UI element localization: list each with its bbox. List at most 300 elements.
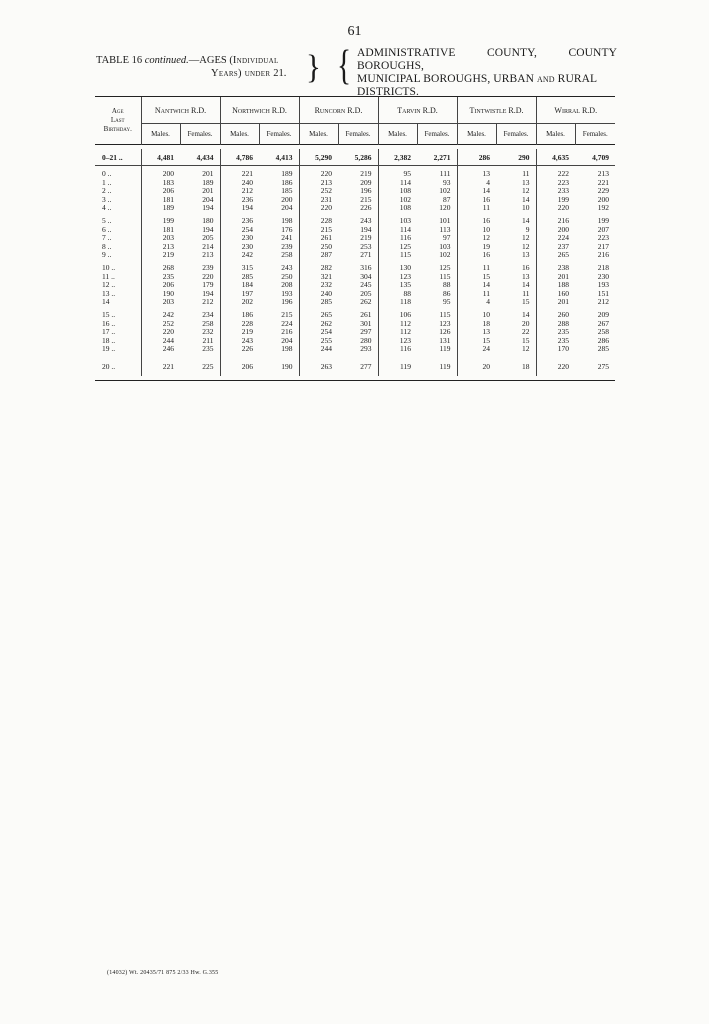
females-cell: 215 <box>360 194 372 204</box>
age-cell: 13 .. <box>95 290 141 299</box>
females-cell: 204 <box>281 335 293 345</box>
males-cell: 252 <box>141 320 180 329</box>
table-row <box>95 298 615 307</box>
males-cell: 116 <box>378 234 417 243</box>
females-cell: 250 <box>281 271 293 281</box>
table-row <box>95 204 615 213</box>
males-cell: 201 <box>536 273 575 282</box>
females-cell: 123 <box>439 318 451 328</box>
females-cell: 194 <box>202 288 214 298</box>
females-cell: 115 <box>439 309 451 319</box>
females-cell: 151 <box>597 288 609 298</box>
age-cell: 3 .. <box>95 196 141 205</box>
males-cell: 240 <box>220 179 259 188</box>
females-cell: 113 <box>439 224 451 234</box>
males-cell: 265 <box>536 251 575 260</box>
females-cell: 189 <box>202 177 214 187</box>
females-cell: 196 <box>281 297 293 307</box>
males-cell: 200 <box>141 170 180 179</box>
age-cell: 19 .. <box>95 345 141 354</box>
district-header-row <box>95 97 615 124</box>
females-cell: 22 <box>522 327 530 337</box>
age-cell: 17 .. <box>95 328 141 337</box>
males-column-header: Males. <box>141 124 180 145</box>
males-cell: 246 <box>141 345 180 354</box>
males-cell: 13 <box>457 328 496 337</box>
females-cell: 258 <box>281 250 293 260</box>
females-cell: 207 <box>597 224 609 234</box>
age-cell: 0–21 .. <box>95 149 141 166</box>
males-cell: 221 <box>141 358 180 376</box>
printer-imprint: (14032) Wt. 20435/71 875 2/33 Hw. G.355 <box>107 970 219 976</box>
age-cell: 1 .. <box>95 179 141 188</box>
males-cell: 160 <box>536 290 575 299</box>
females-cell: 223 <box>597 233 609 243</box>
district-header: Tintwistle R.D. <box>457 97 536 124</box>
table-row <box>95 345 615 354</box>
males-cell: 114 <box>378 179 417 188</box>
males-cell: 4,635 <box>536 149 575 166</box>
males-cell: 119 <box>378 358 417 376</box>
females-cell: 101 <box>439 215 451 225</box>
females-cell: 14 <box>522 215 530 225</box>
females-cell: 12 <box>522 186 530 196</box>
males-cell: 14 <box>457 281 496 290</box>
males-column-header: Males. <box>378 124 417 145</box>
females-cell: 180 <box>202 215 214 225</box>
males-cell: 282 <box>299 264 338 273</box>
males-cell: 10 <box>457 226 496 235</box>
males-cell: 215 <box>299 226 338 235</box>
females-cell: 221 <box>597 177 609 187</box>
females-cell: 229 <box>597 186 609 196</box>
females-cell: 218 <box>597 262 609 272</box>
males-cell: 244 <box>299 345 338 354</box>
males-cell: 252 <box>299 187 338 196</box>
females-cell: 10 <box>522 203 530 213</box>
males-cell: 11 <box>457 204 496 213</box>
males-cell: 112 <box>378 320 417 329</box>
males-cell: 181 <box>141 226 180 235</box>
females-cell: 194 <box>202 224 214 234</box>
females-cell: 234 <box>202 309 214 319</box>
males-column-header: Males. <box>220 124 259 145</box>
males-cell: 220 <box>141 328 180 337</box>
females-cell: 14 <box>522 280 530 290</box>
females-column-header: Females. <box>496 124 536 145</box>
males-cell: 199 <box>141 217 180 226</box>
males-cell: 232 <box>299 281 338 290</box>
males-cell: 233 <box>536 187 575 196</box>
males-cell: 240 <box>299 290 338 299</box>
females-cell: 5,286 <box>338 149 378 166</box>
females-cell: 194 <box>360 224 372 234</box>
males-cell: 221 <box>220 170 259 179</box>
females-cell: 119 <box>439 344 451 354</box>
females-cell: 201 <box>202 169 214 178</box>
females-cell: 239 <box>202 262 214 272</box>
males-cell: 265 <box>299 311 338 320</box>
females-cell: 126 <box>439 327 451 337</box>
males-cell: 244 <box>141 337 180 346</box>
females-column-header: Females. <box>417 124 457 145</box>
males-cell: 88 <box>378 290 417 299</box>
females-cell: 209 <box>360 177 372 187</box>
males-cell: 261 <box>299 234 338 243</box>
age-cell: 5 .. <box>95 217 141 226</box>
females-cell: 193 <box>281 288 293 298</box>
males-cell: 235 <box>536 328 575 337</box>
males-cell: 287 <box>299 251 338 260</box>
females-cell: 97 <box>443 233 451 243</box>
females-cell: 297 <box>360 327 372 337</box>
females-cell: 14 <box>522 194 530 204</box>
males-cell: 206 <box>220 358 259 376</box>
females-cell: 2,271 <box>417 149 457 166</box>
females-cell: 11 <box>522 169 530 178</box>
age-cell: 0 .. <box>95 170 141 179</box>
females-cell: 280 <box>360 335 372 345</box>
males-cell: 112 <box>378 328 417 337</box>
males-cell: 213 <box>141 243 180 252</box>
district-header: Runcorn R.D. <box>299 97 378 124</box>
males-cell: 228 <box>220 320 259 329</box>
males-cell: 254 <box>220 226 259 235</box>
females-cell: 12 <box>522 233 530 243</box>
males-cell: 286 <box>457 149 496 166</box>
females-cell: 258 <box>597 327 609 337</box>
age-cell: 9 .. <box>95 251 141 260</box>
males-cell: 190 <box>141 290 180 299</box>
males-cell: 4 <box>457 179 496 188</box>
males-cell: 228 <box>299 217 338 226</box>
females-cell: 209 <box>597 309 609 319</box>
males-cell: 15 <box>457 337 496 346</box>
males-cell: 242 <box>141 311 180 320</box>
males-column-header: Males. <box>536 124 575 145</box>
males-column-header: Males. <box>457 124 496 145</box>
district-header: Tarvin R.D. <box>378 97 457 124</box>
age-cell: 20 .. <box>95 358 141 376</box>
males-cell: 203 <box>141 298 180 307</box>
females-cell: 219 <box>360 169 372 178</box>
females-cell: 120 <box>439 203 451 213</box>
males-cell: 18 <box>457 320 496 329</box>
males-cell: 183 <box>141 179 180 188</box>
females-cell: 4,709 <box>575 149 615 166</box>
males-cell: 4,786 <box>220 149 259 166</box>
females-cell: 14 <box>522 309 530 319</box>
males-cell: 188 <box>536 281 575 290</box>
females-cell: 205 <box>202 233 214 243</box>
age-cell: 2 .. <box>95 187 141 196</box>
table-row <box>95 251 615 260</box>
females-cell: 111 <box>439 169 451 178</box>
females-cell: 225 <box>202 361 214 371</box>
males-cell: 315 <box>220 264 259 273</box>
males-cell: 5,290 <box>299 149 338 166</box>
males-cell: 220 <box>536 204 575 213</box>
females-cell: 226 <box>360 203 372 213</box>
males-cell: 15 <box>457 273 496 282</box>
males-cell: 223 <box>536 179 575 188</box>
males-cell: 212 <box>220 187 259 196</box>
males-cell: 24 <box>457 345 496 354</box>
females-cell: 213 <box>597 169 609 178</box>
males-cell: 135 <box>378 281 417 290</box>
females-cell: 204 <box>202 194 214 204</box>
females-cell: 179 <box>202 280 214 290</box>
males-cell: 226 <box>220 345 259 354</box>
males-cell: 199 <box>536 196 575 205</box>
males-cell: 103 <box>378 217 417 226</box>
females-cell: 176 <box>281 224 293 234</box>
males-cell: 201 <box>536 298 575 307</box>
males-cell: 186 <box>220 311 259 320</box>
females-cell: 190 <box>281 361 293 371</box>
females-cell: 245 <box>360 280 372 290</box>
males-cell: 108 <box>378 187 417 196</box>
age-cell: 15 .. <box>95 311 141 320</box>
females-cell: 275 <box>597 361 609 371</box>
males-cell: 255 <box>299 337 338 346</box>
males-cell: 108 <box>378 204 417 213</box>
males-cell: 114 <box>378 226 417 235</box>
males-cell: 216 <box>536 217 575 226</box>
opening-brace: { <box>337 43 352 89</box>
age-column-header: Age Last Birthday. <box>95 97 141 145</box>
males-cell: 16 <box>457 251 496 260</box>
females-cell: 208 <box>281 280 293 290</box>
females-cell: 239 <box>281 241 293 251</box>
males-cell: 115 <box>378 251 417 260</box>
females-cell: 196 <box>360 186 372 196</box>
males-cell: 321 <box>299 273 338 282</box>
males-cell: 123 <box>378 273 417 282</box>
females-column-header: Females. <box>259 124 299 145</box>
females-cell: 230 <box>597 271 609 281</box>
females-cell: 243 <box>360 215 372 225</box>
males-cell: 236 <box>220 196 259 205</box>
females-cell: 103 <box>439 241 451 251</box>
females-cell: 232 <box>202 327 214 337</box>
males-cell: 125 <box>378 243 417 252</box>
males-cell: 20 <box>457 358 496 376</box>
males-cell: 189 <box>141 204 180 213</box>
males-cell: 268 <box>141 264 180 273</box>
females-cell: 194 <box>202 203 214 213</box>
females-cell: 216 <box>597 250 609 260</box>
district-header: Wirral R.D. <box>536 97 615 124</box>
males-cell: 2,382 <box>378 149 417 166</box>
males-cell: 194 <box>220 204 259 213</box>
males-cell: 10 <box>457 311 496 320</box>
males-cell: 106 <box>378 311 417 320</box>
males-cell: 19 <box>457 243 496 252</box>
age-cell: 18 .. <box>95 337 141 346</box>
table-row <box>95 358 615 376</box>
males-cell: 16 <box>457 217 496 226</box>
females-cell: 16 <box>522 262 530 272</box>
males-cell: 11 <box>457 264 496 273</box>
females-cell: 186 <box>281 177 293 187</box>
males-cell: 213 <box>299 179 338 188</box>
males-cell: 203 <box>141 234 180 243</box>
males-column-header: Males. <box>299 124 338 145</box>
females-cell: 131 <box>439 335 451 345</box>
age-cell: 16 .. <box>95 320 141 329</box>
females-cell: 119 <box>439 361 451 371</box>
females-cell: 316 <box>360 262 372 272</box>
females-cell: 286 <box>597 335 609 345</box>
females-cell: 211 <box>202 335 214 345</box>
males-cell: 238 <box>536 264 575 273</box>
females-column-header: Females. <box>575 124 615 145</box>
females-cell: 217 <box>597 241 609 251</box>
females-cell: 267 <box>597 318 609 328</box>
females-cell: 15 <box>522 335 530 345</box>
district-header: Nantwich R.D. <box>141 97 220 124</box>
males-cell: 220 <box>536 358 575 376</box>
females-cell: 212 <box>597 297 609 307</box>
females-cell: 102 <box>439 250 451 260</box>
males-cell: 242 <box>220 251 259 260</box>
females-cell: 261 <box>360 309 372 319</box>
females-cell: 301 <box>360 318 372 328</box>
table-title: TABLE 16 continued.—AGES (Individual Years) under 21. <box>96 55 287 79</box>
females-column-header: Females. <box>338 124 378 145</box>
males-cell: 219 <box>220 328 259 337</box>
males-cell: 230 <box>220 234 259 243</box>
females-cell: 12 <box>522 344 530 354</box>
females-cell: 93 <box>443 177 451 187</box>
females-cell: 192 <box>597 203 609 213</box>
females-cell: 12 <box>522 241 530 251</box>
males-cell: 11 <box>457 290 496 299</box>
page-number: 61 <box>347 24 362 39</box>
females-cell: 125 <box>439 262 451 272</box>
females-cell: 199 <box>597 215 609 225</box>
males-cell: 224 <box>536 234 575 243</box>
females-cell: 212 <box>202 297 214 307</box>
males-cell: 262 <box>299 320 338 329</box>
females-cell: 243 <box>281 262 293 272</box>
females-cell: 204 <box>281 203 293 213</box>
females-cell: 293 <box>360 344 372 354</box>
males-cell: 14 <box>457 187 496 196</box>
total-row <box>95 149 615 166</box>
females-cell: 271 <box>360 250 372 260</box>
males-cell: 170 <box>536 345 575 354</box>
females-cell: 115 <box>439 271 451 281</box>
females-cell: 213 <box>202 250 214 260</box>
age-cell: 6 .. <box>95 226 141 235</box>
females-cell: 9 <box>525 224 530 234</box>
females-cell: 200 <box>281 194 293 204</box>
males-cell: 254 <box>299 328 338 337</box>
females-cell: 185 <box>281 186 293 196</box>
males-cell: 197 <box>220 290 259 299</box>
females-cell: 4,413 <box>259 149 299 166</box>
females-cell: 4,434 <box>180 149 220 166</box>
table-subtitle: ADMINISTRATIVE COUNTY, COUNTY BOROUGHS, MUNICIPAL BOROUGHS, URBAN and RURAL DISTRICTS. <box>357 47 617 98</box>
females-cell: 13 <box>522 250 530 260</box>
population-table <box>95 96 615 381</box>
district-header: Northwich R.D. <box>220 97 299 124</box>
females-cell: 198 <box>281 344 293 354</box>
males-cell: 243 <box>220 337 259 346</box>
males-cell: 200 <box>536 226 575 235</box>
females-cell: 215 <box>281 309 293 319</box>
males-cell: 235 <box>141 273 180 282</box>
females-cell: 214 <box>202 241 214 251</box>
males-cell: 231 <box>299 196 338 205</box>
males-cell: 118 <box>378 298 417 307</box>
females-cell: 216 <box>281 327 293 337</box>
females-cell: 102 <box>439 186 451 196</box>
females-cell: 86 <box>443 288 451 298</box>
females-cell: 277 <box>360 361 372 371</box>
males-cell: 222 <box>536 170 575 179</box>
females-cell: 15 <box>522 297 530 307</box>
females-cell: 224 <box>281 318 293 328</box>
females-column-header: Females. <box>180 124 220 145</box>
males-cell: 181 <box>141 196 180 205</box>
females-cell: 262 <box>360 297 372 307</box>
females-cell: 235 <box>202 344 214 354</box>
females-cell: 304 <box>360 271 372 281</box>
males-cell: 263 <box>299 358 338 376</box>
females-cell: 87 <box>443 194 451 204</box>
females-cell: 193 <box>597 280 609 290</box>
females-cell: 241 <box>281 233 293 243</box>
males-cell: 13 <box>457 170 496 179</box>
females-cell: 13 <box>522 271 530 281</box>
females-cell: 200 <box>597 194 609 204</box>
age-cell: 12 .. <box>95 281 141 290</box>
females-cell: 290 <box>496 149 536 166</box>
males-cell: 260 <box>536 311 575 320</box>
females-cell: 20 <box>522 318 530 328</box>
females-cell: 253 <box>360 241 372 251</box>
age-cell: 11 .. <box>95 273 141 282</box>
age-cell: 8 .. <box>95 243 141 252</box>
males-cell: 237 <box>536 243 575 252</box>
females-cell: 11 <box>522 288 530 298</box>
sex-header-row <box>95 124 615 145</box>
closing-brace: } <box>306 47 321 86</box>
males-cell: 130 <box>378 264 417 273</box>
females-cell: 285 <box>597 344 609 354</box>
males-cell: 12 <box>457 234 496 243</box>
males-cell: 102 <box>378 196 417 205</box>
females-cell: 198 <box>281 215 293 225</box>
males-cell: 206 <box>141 187 180 196</box>
females-cell: 95 <box>443 297 451 307</box>
males-cell: 184 <box>220 281 259 290</box>
females-cell: 88 <box>443 280 451 290</box>
females-cell: 219 <box>360 233 372 243</box>
age-cell: 14 <box>95 298 141 307</box>
males-cell: 230 <box>220 243 259 252</box>
males-cell: 220 <box>299 170 338 179</box>
males-cell: 202 <box>220 298 259 307</box>
males-cell: 4 <box>457 298 496 307</box>
males-cell: 116 <box>378 345 417 354</box>
males-cell: 219 <box>141 251 180 260</box>
males-cell: 235 <box>536 337 575 346</box>
age-cell: 4 .. <box>95 204 141 213</box>
